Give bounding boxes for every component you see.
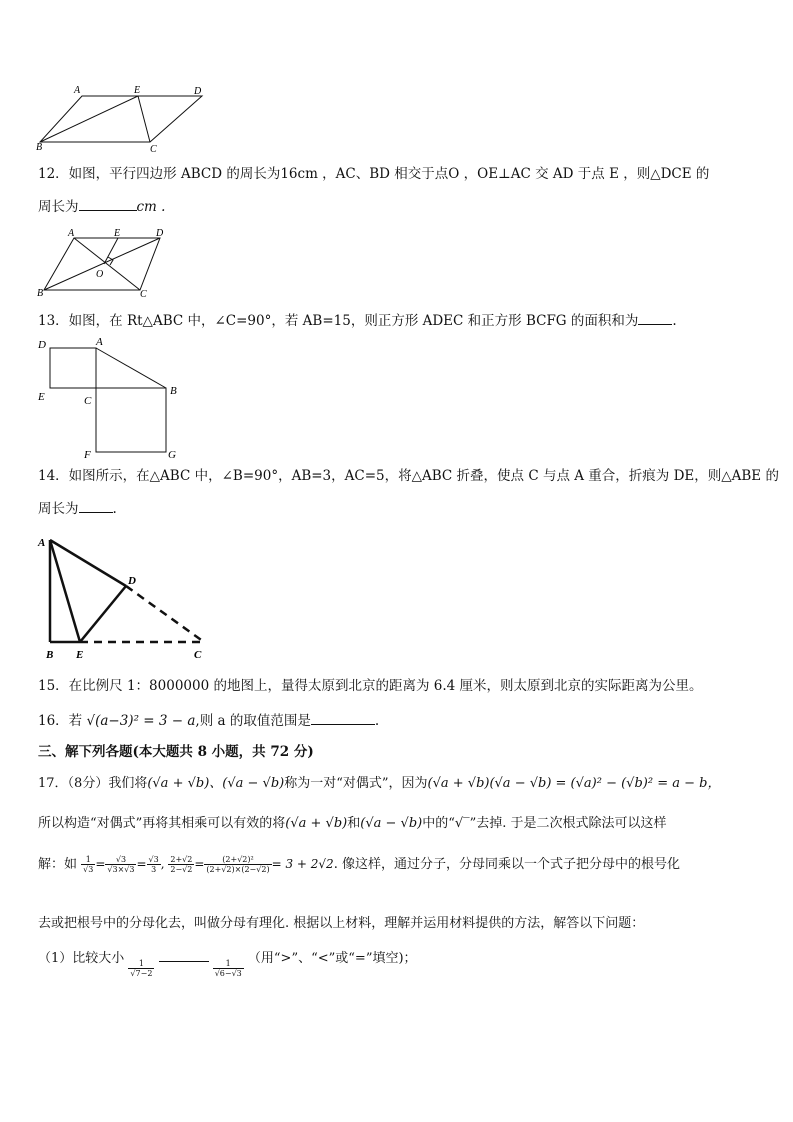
section-3-title: 三、解下列各题(本大题共 8 小题，共 72 分) xyxy=(38,744,314,760)
question-12-line-2: 周长为 cm . xyxy=(38,196,165,217)
label-D: D xyxy=(128,575,136,587)
label-D: D xyxy=(38,339,46,351)
label-C: C xyxy=(194,649,202,661)
question-17-line-2: 所以构造“对偶式”再将其相乘可以有效的将(√a + √b)和(√a − √b)中的“√‾”去掉. 于是二次根式除法可以这样 xyxy=(38,816,667,831)
label-B: B xyxy=(46,649,54,661)
figure-q11-parallelogram xyxy=(34,82,214,154)
label-G: G xyxy=(168,449,176,460)
label-D: D xyxy=(194,86,202,97)
question-13: 13．如图，在 Rt△ABC 中，∠C=90°，若 AB=15，则正方形 ADEC 和正方形 BCFG 的面积和为 . xyxy=(38,310,677,331)
label-E: E xyxy=(114,228,121,239)
question-17-sub-1: （1）比较大小 $\frac{1}{√7-2}$ $\frac{1}{√6-√3}$ （用“>”、“<”或“=”填空)； xyxy=(38,946,417,978)
label-D: D xyxy=(156,228,164,239)
label-E: E xyxy=(134,85,141,96)
label-E: E xyxy=(76,649,84,661)
label-A: A xyxy=(74,85,81,96)
question-17-line-3: 解：如 $\frac{1}{√3}$ = $\frac{√3}{√3\times√3}$ = $\frac{√3}{3}$ , $\frac{2+√2}{2-√2}$ = $\frac{\text{(2+√2)²}}{(2+√2)\times(2-√2)}$ = 3 + 2√2. 像这样，通过分子，分母同乘以一个式子把分母中的根号化 xyxy=(38,855,680,874)
label-A: A xyxy=(68,228,75,239)
figure-q12-parallelogram xyxy=(34,224,174,300)
label-F: F xyxy=(84,449,91,460)
question-17-line-4: 去或把根号中的分母化去，叫做分母有理化. 根据以上材料，理解并运用材料提供的方法，解答以下问题： xyxy=(38,916,645,931)
question-15: 15．在比例尺 1：8000000 的地图上，量得太原到北京的距离为 6.4 厘米，则太原到北京的实际距离为公里。 xyxy=(38,678,703,694)
question-14-line-2: 周长为 . xyxy=(38,498,117,519)
figure-q13-squares xyxy=(34,334,194,460)
label-C: C xyxy=(84,395,92,407)
question-14-line-1: 14．如图所示，在△ABC 中，∠B=90°，AB=3，AC=5，将△ABC 折叠，使点 C 与点 A 重合，折痕为 DE，则△ABE 的 xyxy=(38,468,779,484)
label-C: C xyxy=(150,144,157,154)
question-17-line-1: 17．（8分）我们将(√a + √b)、(√a − √b)称为一对“对偶式”，因为(√a + √b)(√a − √b) = (√a)² − (√b)² = a − b， xyxy=(38,776,721,791)
radical-formula: √(a−3)² = 3 − a xyxy=(86,713,196,729)
label-O: O xyxy=(96,269,104,280)
label-B: B xyxy=(36,142,43,153)
label-A: A xyxy=(96,336,103,348)
label-A: A xyxy=(38,537,46,549)
label-B: B xyxy=(37,288,44,299)
question-16: 16．若 √(a−3)² = 3 − a,则 a 的取值范围是 . xyxy=(38,710,379,731)
label-C: C xyxy=(140,289,147,300)
question-12-line-1: 12．如图，平行四边形 ABCD 的周长为16cm ，AC、BD 相交于点O ，OE⊥AC 交 AD 于点 E ，则△DCE 的 xyxy=(38,166,710,182)
label-B: B xyxy=(170,385,177,397)
label-E: E xyxy=(38,391,45,403)
figure-q14-triangle xyxy=(34,530,214,664)
